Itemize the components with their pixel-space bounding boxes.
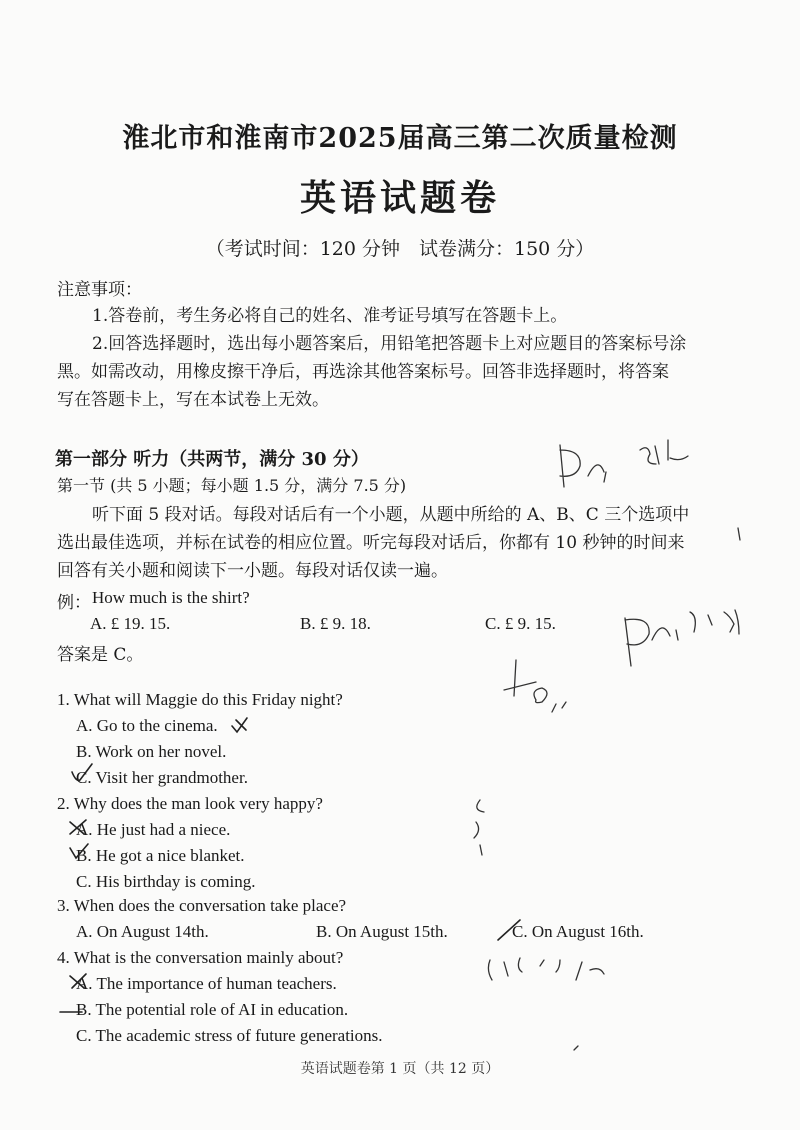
- scribble-edge-1: [738, 528, 740, 540]
- scribble-q4-right: [488, 958, 604, 980]
- example-option-c: C. £ 9. 15.: [485, 614, 556, 633]
- question-3-option-b: B. On August 15th.: [316, 922, 448, 941]
- question-1-option-b: B. Work on her novel.: [76, 742, 227, 761]
- question-2-option-b: B. He got a nice blanket.: [76, 846, 245, 865]
- instruction-line-1: 听下面 5 段对话。每段对话后有一个小题，从题中所给的 A、B、C 三个选项中: [92, 505, 690, 525]
- instruction-line-3: 回答有关小题和阅读下一小题。每段对话仅读一遍。: [57, 561, 448, 581]
- scribble-q1-right: [504, 660, 566, 712]
- question-3-option-c: C. On August 16th.: [512, 922, 644, 941]
- question-3-option-a: A. On August 14th.: [76, 922, 209, 941]
- question-1-stem: 1. What will Maggie do this Friday night?: [57, 690, 343, 709]
- example-option-b: B. £ 9. 18.: [300, 614, 371, 633]
- scribble-bottom: [574, 1046, 578, 1050]
- example-label: 例：: [57, 593, 91, 613]
- question-4-option-b: B. The potential role of AI in education.: [76, 1000, 349, 1019]
- paper-title: 英语试题卷: [299, 177, 500, 219]
- scribble-top-right: [560, 440, 688, 487]
- question-3-stem: 3. When does the conversation take place?: [57, 896, 347, 915]
- example-question: How much is the shirt?: [92, 588, 250, 607]
- scribble-mid-right: [625, 612, 734, 666]
- instruction-line-2: 选出最佳选项，并标在试卷的相应位置。听完每段对话后，你都有 10 秒钟的时间来: [57, 533, 685, 553]
- section1-heading: 第一节 (共 5 小题；每小题 1.5 分，满分 7.5 分): [57, 476, 407, 495]
- scribble-q2-right: [474, 800, 484, 855]
- question-2-option-a: A. He just had a niece.: [76, 820, 231, 839]
- notice-line-2b: 黑。如需改动，用橡皮擦干净后，再选涂其他答案标号。回答非选择题时，将答案: [57, 362, 669, 382]
- exam-title: 淮北市和淮南市2025届高三第二次质量检测: [122, 123, 678, 154]
- question-4-option-a: A. The importance of human teachers.: [76, 974, 337, 993]
- example-answer: 答案是 C。: [57, 645, 144, 665]
- question-2-option-c: C. His birthday is coming.: [76, 872, 256, 891]
- notice-line-2c: 写在答题卡上，写在本试卷上无效。: [57, 390, 329, 410]
- notice-line-1: 1.答卷前，考生务必将自己的姓名、准考证号填写在答题卡上。: [92, 306, 568, 326]
- notice-line-2a: 2.回答选择题时，选出每小题答案后，用铅笔把答题卡上对应题目的答案标号涂: [92, 334, 687, 354]
- exam-meta: （考试时间：120 分钟 试卷满分：150 分）: [205, 238, 595, 260]
- question-1-option-c: C. Visit her grandmother.: [76, 768, 248, 787]
- question-4-option-c: C. The academic stress of future generations.: [76, 1026, 383, 1045]
- scribble-edge-2: [735, 610, 739, 634]
- question-1-option-a: A. Go to the cinema.: [76, 716, 218, 735]
- notice-heading: 注意事项：: [57, 280, 142, 300]
- question-2-stem: 2. Why does the man look very happy?: [57, 794, 323, 813]
- page-footer: 英语试题卷第 1 页（共 12 页）: [300, 1061, 500, 1077]
- example-option-a: A. £ 19. 15.: [90, 614, 171, 633]
- part1-heading: 第一部分 听力（共两节，满分 30 分）: [55, 449, 369, 470]
- question-4-stem: 4. What is the conversation mainly about?: [57, 948, 344, 967]
